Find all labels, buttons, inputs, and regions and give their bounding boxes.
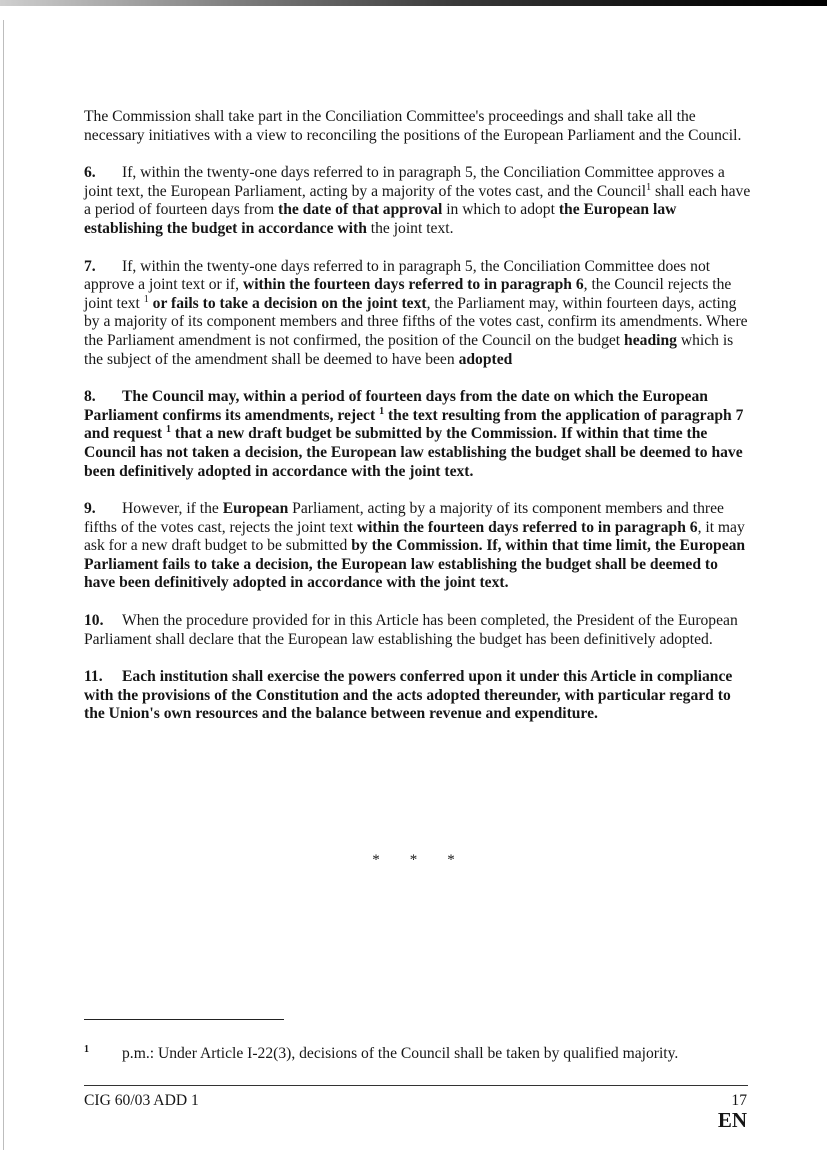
paragraph-text: adopted bbox=[458, 350, 513, 368]
paragraph bbox=[84, 164, 752, 238]
paragraph-text: the European law establishing the budget in accordance with bbox=[84, 201, 677, 237]
footnote-mark: 1 bbox=[84, 1044, 89, 1055]
paragraph-number: 9. bbox=[84, 500, 96, 518]
paragraph-text: If, within the twenty-one days referred to in paragraph 5, the Conciliation Committee does not approve a joint text or if, bbox=[84, 257, 711, 294]
footnote-reference: 1 bbox=[166, 424, 172, 436]
paragraph-text: , the Council rejects the joint text bbox=[84, 276, 732, 312]
separator-star: * bbox=[447, 852, 455, 868]
separator-star: * bbox=[372, 852, 380, 868]
paragraph-text: the joint text. bbox=[366, 219, 454, 237]
footnote-reference: 1 bbox=[379, 405, 385, 417]
paragraph-text: However, if the bbox=[122, 500, 223, 518]
separator-star: * bbox=[409, 852, 418, 868]
paragraph-text: shall each have a period of fourteen days from bbox=[84, 182, 751, 219]
section-separator bbox=[0, 852, 827, 869]
paragraph bbox=[84, 500, 752, 593]
footnote-rule bbox=[84, 1019, 284, 1020]
paragraph-text: which is the subject of the amendment shall be deemed to have been bbox=[84, 331, 734, 368]
footer-rule bbox=[84, 1085, 748, 1086]
paragraph bbox=[84, 388, 752, 481]
paragraph-text: the date of that approval bbox=[278, 201, 443, 219]
paragraph-text: The Commission shall take part in the Conciliation Committee's proceedings and shall take all the necessary initiatives with a view to reconciling the positions of the European Parliament and the Council. bbox=[84, 108, 742, 144]
paragraph-text: European bbox=[222, 500, 289, 518]
paragraph-text: by the Commission. If, within that time limit, the European Parliament fails to take a decision, the European law establishing the budget shall be deemed to have been definitively adopted in accordance with the joint text. bbox=[84, 537, 746, 592]
footnote-text: p.m.: Under Article I-22(3), decisions of the Council shall be taken by qualified majority. bbox=[122, 1045, 679, 1062]
paragraph-text: in which to adopt bbox=[442, 201, 559, 219]
scan-left-edge bbox=[3, 20, 4, 1150]
top-edge-bar bbox=[0, 0, 827, 6]
paragraph-text: The Council may, within a period of fourteen days from the date on which the European Parliament confirms its amendments, reject bbox=[84, 388, 708, 424]
paragraph-text: heading bbox=[624, 331, 677, 349]
paragraph-text: , it may ask for a new draft budget to be submitted bbox=[84, 518, 745, 555]
paragraph-text: Each institution shall exercise the powers conferred upon it under this Article in compliance with the provisions of the Constitution and the acts adopted thereunder, with particular regard to the Union's own resources and the balance between revenue and expenditure. bbox=[84, 668, 733, 723]
paragraph-text: paragraph bbox=[398, 164, 462, 182]
paragraph bbox=[84, 668, 752, 724]
footnote-reference: 1 bbox=[646, 181, 652, 193]
paragraph bbox=[84, 612, 752, 649]
paragraph-text: within the fourteen days referred to in paragraph 6 bbox=[242, 276, 584, 294]
language-code: EN bbox=[717, 1108, 747, 1132]
paragraph-text: , the Parliament may, within fourteen days, acting by a majority of its component members and three fifths of the votes cast, confirm its amendments. Where the Parliament amendment is not confirmed, the position of the Council on the budget bbox=[84, 294, 748, 349]
document-reference: CIG 60/03 ADD 1 bbox=[84, 1092, 199, 1109]
paragraph-text: Parliament, acting by a majority of its component members and three fifths of the votes cast, rejects the joint text bbox=[84, 500, 724, 536]
paragraph-number: 6. bbox=[84, 164, 96, 182]
page-number: 17 bbox=[731, 1092, 747, 1109]
paragraph bbox=[84, 258, 752, 370]
footnote-reference: 1 bbox=[143, 293, 149, 305]
paragraph-number: 11. bbox=[84, 668, 103, 686]
paragraph-text: that a new draft budget be submitted by the Commission. If within that time the Council has not taken a decision, the European law establishing the budget shall be deemed to have been definitively adopted in accordance with the joint text. bbox=[84, 425, 743, 480]
paragraph-text: When the procedure provided for in this Article has been completed, the President of the European Parliament shall declare that the European law establishing the budget has been definitively adopted. bbox=[84, 612, 738, 648]
paragraph-text: the text resulting from the application of paragraph 7 and request bbox=[84, 406, 744, 443]
paragraph-text: within the fourteen days referred to in paragraph 6 bbox=[356, 518, 698, 536]
paragraph-number: 10. bbox=[84, 612, 104, 630]
paragraph-number: 7. bbox=[84, 257, 96, 275]
paragraph-number: 8. bbox=[84, 388, 96, 406]
paragraph-text: or fails to take a decision on the joint text bbox=[148, 294, 427, 312]
paragraph bbox=[84, 108, 752, 145]
document-body bbox=[84, 108, 752, 743]
paragraph-text: If, within the twenty-one days referred to in bbox=[122, 164, 399, 182]
paragraph-text: 5, the Conciliation Committee approves a joint text, the European Parliament, acting by a majority of the votes cast, and the Council bbox=[84, 164, 725, 200]
